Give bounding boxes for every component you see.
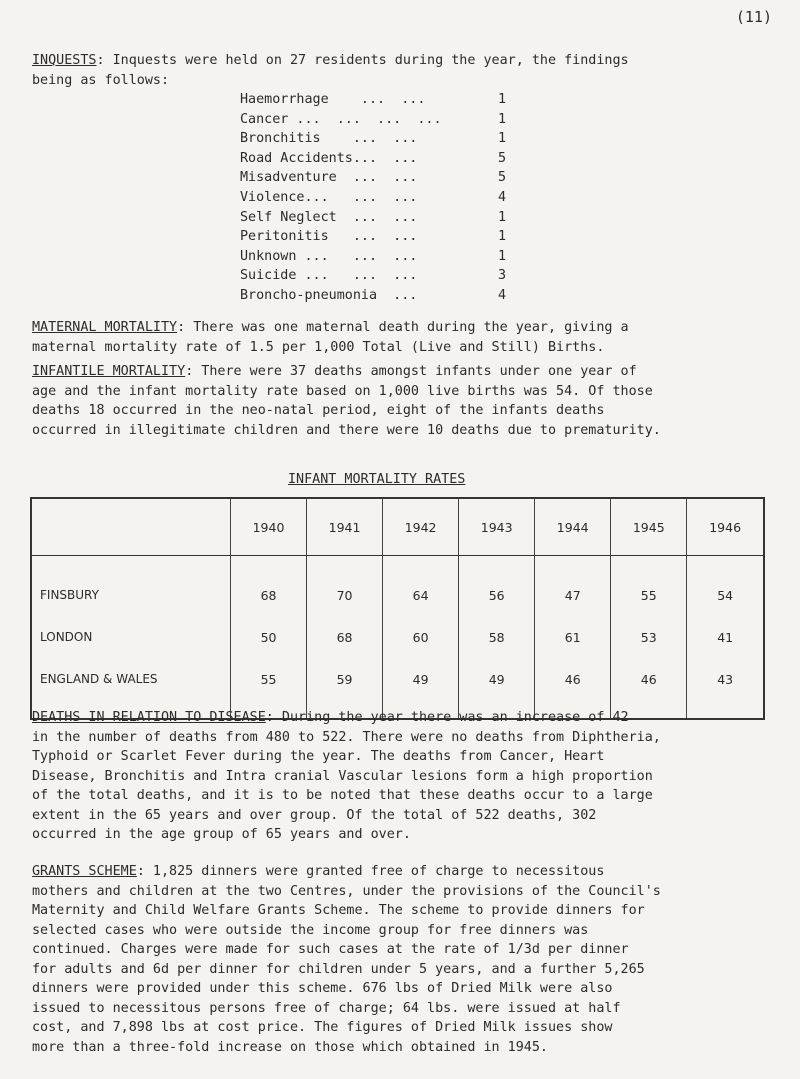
inquest-findings-list [240,90,520,306]
rate-cell: 53 [611,616,687,658]
table-header-row [31,498,764,556]
finding-label: Bronchitis ... ... [240,131,418,147]
inquest-finding-row [240,227,520,247]
inquest-finding-row [240,188,520,208]
finding-count: 5 [498,150,507,166]
rate-cell: 61 [535,616,611,658]
rate-cell: 56 [459,574,535,616]
maternal-text: : There was one maternal death during the year, giving a maternal mortality rate of 1.5 per 1,000 Total (Live and Still) Births. [32,320,629,355]
finding-count: 4 [498,287,507,303]
row-label: FINSBURY [40,588,99,602]
rate-cell: 46 [535,658,611,700]
table-row [31,616,764,658]
rate-cell: 70 [307,574,383,616]
table-row [31,574,764,616]
finding-count: 3 [498,268,507,284]
rate-cell: 47 [535,574,611,616]
finding-count: 1 [498,92,507,107]
rate-cell: 49 [383,658,459,700]
finding-count: 1 [498,111,507,127]
grants-paragraph [32,862,784,1057]
finding-count: 1 [498,229,507,245]
rate-cell: 68 [231,574,307,616]
inquest-finding-row [240,208,520,228]
finding-count: 1 [498,248,507,264]
finding-label: Haemorrhage ... ... [240,92,426,107]
rate-cell: 46 [611,658,687,700]
inquests-heading: INQUESTS [32,53,97,68]
finding-label: Road Accidents... ... [240,150,418,166]
grants-heading: GRANTS SCHEME [32,864,137,879]
rate-cell: 55 [611,574,687,616]
year-column-header: 1941 [307,498,383,556]
rate-cell: 58 [459,616,535,658]
inquest-finding-row [240,286,520,306]
inquests-paragraph [32,51,784,90]
infantile-text: : There were 37 deaths amongst infants under one year of age and the infant mortality rate based on 1,000 live births was 54. Of those deaths 18 occurred in the neo-natal period, eight of the infants deaths occurred in illegitimate children and there were 10 deaths due to prematurity. [32,364,661,438]
finding-count: 1 [498,209,507,225]
inquest-finding-row [240,168,520,188]
inquest-finding-row [240,149,520,169]
maternal-heading: MATERNAL MORTALITY [32,320,178,335]
finding-count: 5 [498,170,507,186]
inquest-finding-row [240,129,520,149]
infant-mortality-table [30,497,765,720]
rate-cell: 54 [687,574,764,616]
spacer-cell [307,556,383,575]
spacer-cell [31,556,231,575]
rate-cell: 59 [307,658,383,700]
inquest-finding-row [240,266,520,286]
inquest-finding-row [240,110,520,130]
year-column-header: 1945 [611,498,687,556]
finding-count: 4 [498,189,507,205]
rate-cell: 41 [687,616,764,658]
inquest-finding-row [240,247,520,267]
inquests-intro: : Inquests were held on 27 residents during the year, the findings being as follows: [32,53,629,88]
spacer-cell [687,556,764,575]
table-title: INFANT MORTALITY RATES [288,472,466,487]
deaths-text: : During the year there was an increase of 42 in the number of deaths from 480 to 522. There were no deaths from Diphtheria, Typhoid or Scarlet Fever during the year. The deaths from Cancer, Heart Disease, Bronchitis and Intra cranial Vascular lesions form a high proportion of the total deaths, and it is to be noted that these deaths occur to a large extent in the 65 years and over group. Of the total of 522 deaths, 302 occurred in the age group of 65 years and over. [32,710,661,842]
row-label: LONDON [40,630,93,644]
year-column-header: 1940 [231,498,307,556]
rate-cell: 50 [231,616,307,658]
spacer-cell [383,556,459,575]
inquest-finding-row [240,90,520,110]
rate-cell: 64 [383,574,459,616]
deaths-paragraph [32,708,784,845]
infantile-paragraph [32,362,784,440]
year-column-header: 1946 [687,498,764,556]
finding-label: Misadventure ... ... [240,170,418,186]
finding-label: Peritonitis ... ... [240,229,418,245]
table-spacer-row [31,556,764,575]
rate-cell: 43 [687,658,764,700]
rate-cell: 68 [307,616,383,658]
infantile-heading: INFANTILE MORTALITY [32,364,186,379]
spacer-cell [611,556,687,575]
year-column-header: 1942 [383,498,459,556]
row-label: ENGLAND & WALES [40,672,158,686]
year-column-header: 1944 [535,498,611,556]
finding-label: Self Neglect ... ... [240,209,418,225]
spacer-cell [459,556,535,575]
finding-label: Violence... ... ... [240,189,418,205]
rate-cell: 49 [459,658,535,700]
spacer-cell [535,556,611,575]
finding-count: 1 [498,131,507,147]
grants-text: : 1,825 dinners were granted free of charge to necessitous mothers and children at the two Centres, under the provisions of the Council's Maternity and Child Welfare Grants Scheme. The scheme to provide dinners for selected cases who were outside the income group for free dinners was continued. Charges were made for such cases at the rate of 1/3d per dinner for adults and 6d per dinner for children under 5 years, and a further 5,265 dinners were provided under this scheme. 676 lbs of Dried Milk were also issued to necessitous persons free of charge; 64 lbs. were issued at half cost, and 7,898 lbs at cost price. The figures of Dried Milk issues show more than a three-fold increase on those which obtained in 1945. [32,864,661,1055]
table-row [31,658,764,700]
rate-cell: 60 [383,616,459,658]
deaths-heading: DEATHS IN RELATION TO DISEASE [32,710,266,725]
finding-label: Cancer ... ... ... ... [240,111,442,127]
finding-label: Broncho-pneumonia ... [240,287,418,303]
page-number: (11) [735,8,772,26]
rate-cell: 55 [231,658,307,700]
maternal-paragraph [32,318,784,357]
year-column-header: 1943 [459,498,535,556]
spacer-cell [231,556,307,575]
finding-label: Unknown ... ... ... [240,248,418,264]
table-corner [31,498,231,556]
finding-label: Suicide ... ... ... [240,268,418,284]
